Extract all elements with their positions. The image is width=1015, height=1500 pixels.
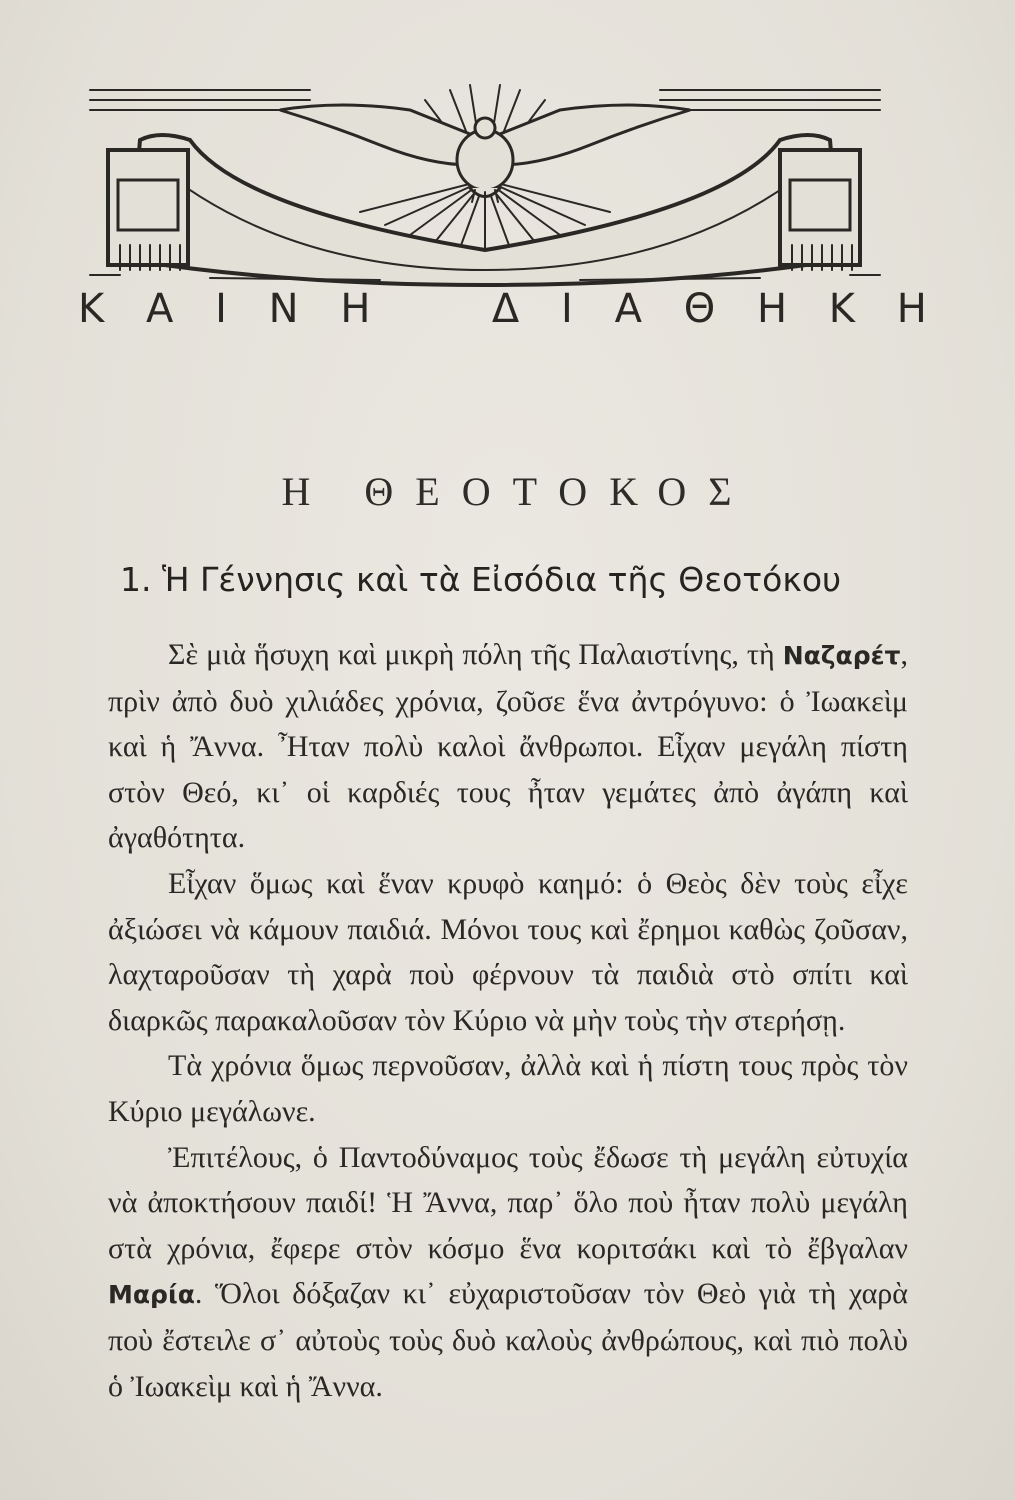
title-letter: Ι (561, 286, 573, 332)
title-letter: Κ (828, 286, 855, 332)
paragraph-text: Τὰ χρόνια ὅμως περνοῦσαν, ἀλλὰ καὶ ἡ πίστη τους πρὸς τὸν Κύριο μεγάλωνε. (108, 1049, 908, 1128)
title-letter: Θ (683, 286, 716, 332)
body-text (108, 632, 908, 1409)
title-letter: Κ (78, 286, 105, 332)
book-title (0, 286, 1015, 332)
title-letter: Α (614, 286, 642, 332)
title-gap (412, 286, 450, 332)
title-letter: Η (896, 286, 927, 332)
title-letter: Ν (268, 286, 299, 332)
title-letter: Η (340, 286, 371, 332)
dove-banner-illustration (80, 70, 890, 290)
chapter-title: 1. Ἡ Γέννησις καὶ τὰ Εἰσόδια τῆς Θεοτόκου (120, 560, 842, 599)
dove-icon (280, 105, 690, 204)
title-letter: Δ (491, 286, 520, 332)
paragraph (108, 1135, 908, 1410)
paragraph-text: Εἶχαν ὅμως καὶ ἕναν κρυφὸ καημό: ὁ Θεὸς δὲν τοὺς εἶχε ἀξιώσει νὰ κάμουν παιδιά. Μόνοι τους καὶ ἔρημοι καθὼς ζοῦσαν, λαχταροῦσαν τὴ χαρὰ ποὺ φέρνουν τὰ παιδιὰ στὸ σπίτι καὶ διαρκῶς παρακαλοῦσαν τὸν Κύριο νὰ μὴν τοὺς τὴν στερήσῃ. (108, 866, 908, 1037)
section-title: Η ΘΕΟΤΟΚΟΣ (281, 469, 754, 514)
title-letter: Α (145, 286, 174, 332)
title-letter: Η (756, 286, 788, 332)
paragraph (108, 1043, 908, 1134)
paragraph-text: Ἐπιτέλους, ὁ Παντοδύναμος τοὺς ἔδωσε τὴ μεγάλη εὐτυχία νὰ ἀποκτήσουν παιδί! Ἡ Ἄννα, παρ᾽ ὅλο ποὺ ἦταν πολὺ μεγάλη στὰ χρόνια, ἔφερε στὸν κόσμο ἕνα κοριτσάκι καὶ τὸ ἔβγαλαν (108, 1140, 908, 1265)
bold-name: Μαρία (108, 1280, 195, 1310)
title-letter: Ι (215, 286, 227, 332)
paragraph-text: . Ὅλοι δόξαζαν κι᾽ εὐχαριστοῦσαν τὸν Θεὸ γιὰ τὴ χαρὰ ποὺ ἔστειλε σ᾽ αὐτοὺς τοὺς δυὸ καλοὺς ἀνθρώπους, καὶ πιὸ πολὺ ὁ Ἰωακεὶμ καὶ ἡ Ἄννα. (108, 1277, 908, 1403)
bold-name: Ναζαρέτ (782, 641, 901, 670)
paragraph-text: Σὲ μιὰ ἥσυχη καὶ μικρὴ πόλη τῆς Παλαιστίνης, τὴ (168, 638, 783, 671)
paragraph (108, 632, 908, 861)
paragraph-text: , πρὶν ἀπὸ δυὸ χιλιάδες χρόνια, ζοῦσε ἕνα ἀντρόγυνο: ὁ Ἰωακεὶμ καὶ ἡ Ἄννα. Ἦταν πολὺ καλοὶ ἄνθρωποι. Εἶχαν μεγάλη πίστη στὸν Θεό, κι᾽ οἱ καρδιές τους ἦταν γεμάτες ἀπὸ ἀγάπη καὶ ἀγαθότητα. (108, 638, 908, 855)
paragraph (108, 861, 908, 1043)
